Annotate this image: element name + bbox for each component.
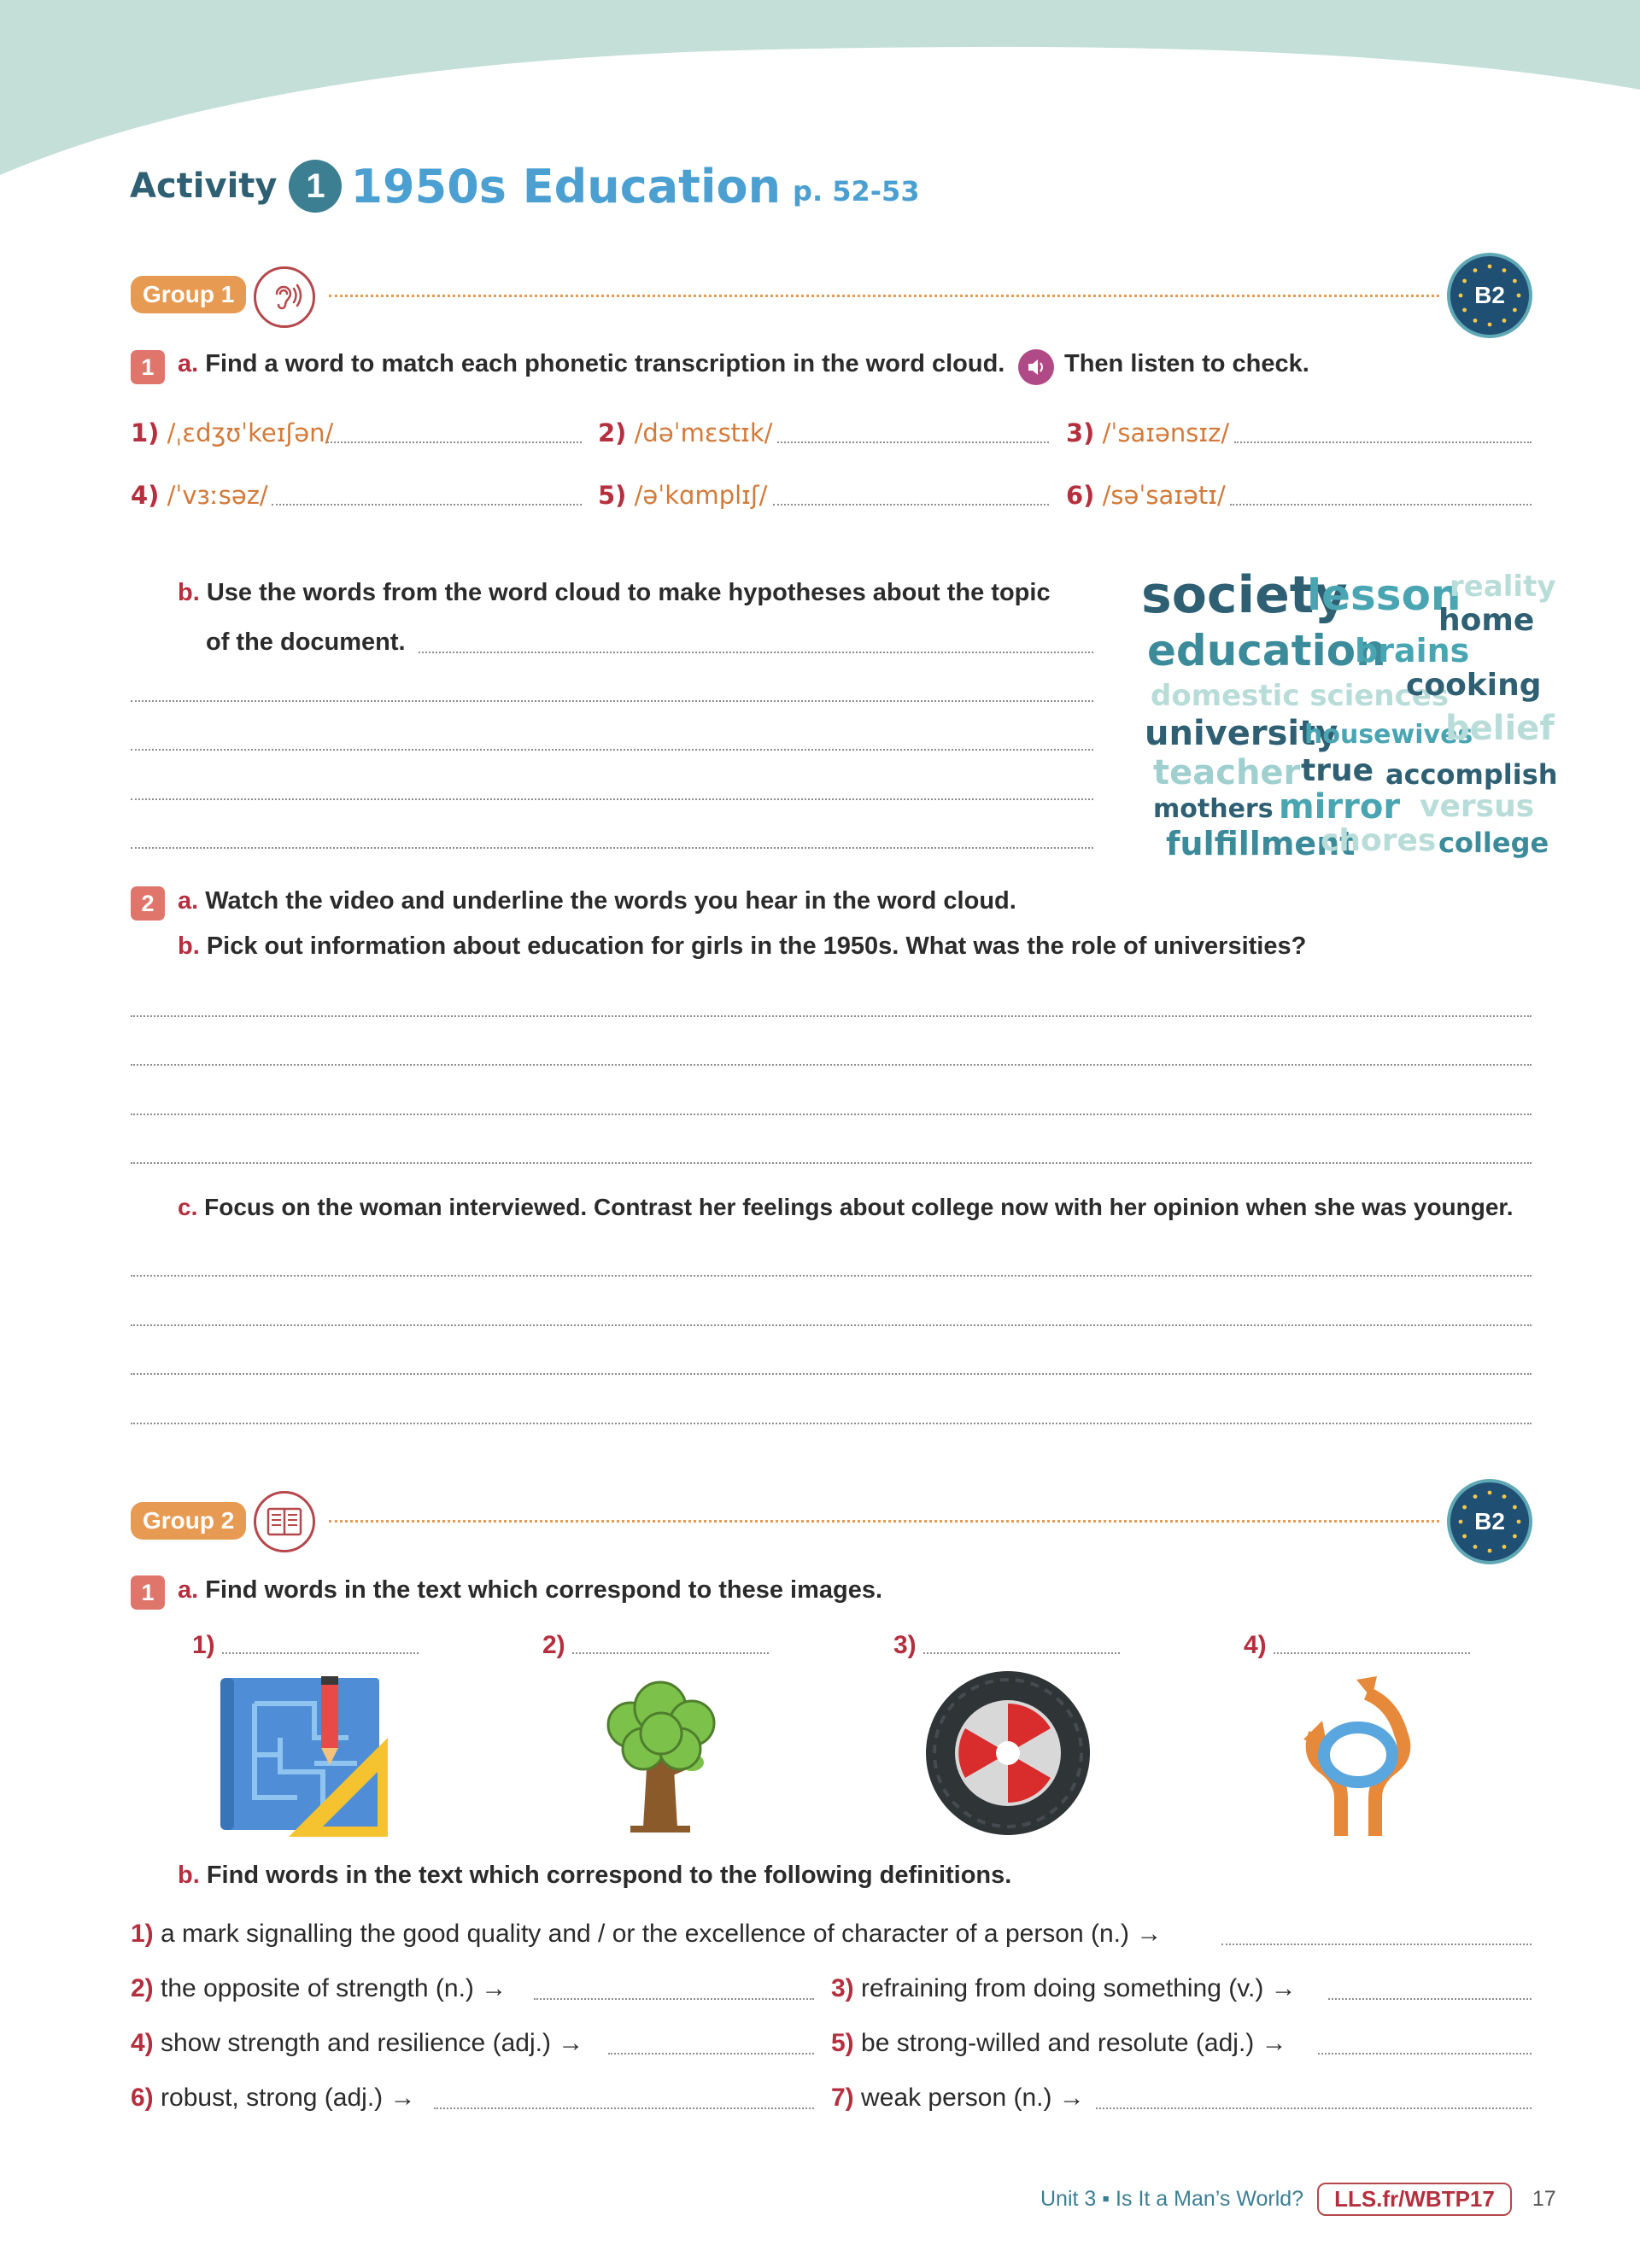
ipa-text: /ˈvɜːsəz/ [167,481,268,510]
activity-title [130,152,920,220]
level-b2-badge-group-1 [1447,253,1532,338]
group-2-badge: Group 2 [131,1502,246,1540]
answer-line-1b-1[interactable] [131,700,1093,702]
unit-label: Unit 3 ▪ Is It a Man’s World? [1040,2186,1304,2211]
image-number-3: 3) [893,1631,917,1659]
answer-line-2c-2[interactable] [131,1324,1532,1326]
word-cloud-word: accomplish [1385,758,1558,791]
word-cloud-word: society [1141,565,1348,625]
page-number: 17 [1532,2186,1556,2211]
question-letter: a. [178,887,199,915]
question-text: Watch the video and underline the words you hear in the word cloud. [205,887,1016,915]
definition-2 [131,1974,507,2003]
item-number: 5) [831,2029,854,2057]
question-1a-listen: Then listen to check. [1064,350,1309,377]
item-number: 3) [1066,418,1095,447]
question-1b [178,579,1051,607]
image-answer-line-2[interactable] [572,1652,769,1654]
answer-line-6[interactable] [1230,504,1532,506]
phonetic-item-2 [598,418,772,447]
definition-1 [131,1920,1162,1949]
resource-link[interactable]: LLS.fr/WBTP17 [1317,2183,1512,2216]
word-cloud-word: housewives [1304,720,1473,750]
answer-line-2c-1[interactable] [131,1275,1532,1277]
question-2c [178,1194,1514,1221]
word-cloud-word: home [1438,603,1535,638]
answer-line-2b-3[interactable] [131,1114,1532,1115]
wheel-icon [924,1669,1092,1837]
definition-answer-line-7[interactable] [1096,2107,1532,2109]
word-cloud-word: fulfillment [1166,825,1356,862]
question-text: Pick out information about education for girls in the 1950s. What was the role of universities? [206,932,1307,960]
question-letter: b. [178,932,200,960]
image-answer-line-1[interactable] [222,1652,419,1654]
item-number: 4) [131,2029,154,2057]
question-text: Find a word to match each phonetic transcription in the word cloud. [205,350,1005,377]
level-label: B2 [1474,1508,1505,1534]
word-cloud-word: true [1301,753,1374,788]
word-cloud-word: mothers [1153,794,1274,824]
question-2b [178,932,1306,961]
definition-3 [831,1974,1297,2003]
image-number-4: 4) [1244,1631,1267,1659]
word-cloud-word: mirror [1279,787,1401,827]
question-letter: b. [178,579,200,606]
question-1b-continued: of the document. [206,628,406,656]
word-cloud-word: reality [1450,570,1556,604]
definition-answer-line-2[interactable] [534,1998,814,2000]
answer-line-1b-3[interactable] [131,798,1093,800]
answer-line-2b-1[interactable] [131,1015,1532,1017]
definition-answer-line-5[interactable] [1318,2053,1532,2055]
definition-5 [831,2029,1287,2058]
blueprint-icon [220,1669,391,1840]
tree-icon [596,1674,724,1836]
activity-label: Activity [130,167,278,206]
definition-text: show strength and resilience (adj.) → [161,2029,584,2057]
answer-line-2c-3[interactable] [131,1373,1532,1375]
activity-number: 1 [289,160,342,213]
question-1-number: 1 [131,350,165,384]
word-cloud-word: cooking [1406,668,1542,703]
ipa-text: /dəˈmɛstɪk/ [634,418,773,447]
listening-ear-icon [254,266,315,328]
item-number: 7) [831,2084,854,2112]
word-cloud-word: teacher [1153,753,1301,792]
word-cloud-word: brains [1355,632,1470,669]
reading-book-icon [254,1491,315,1552]
item-number: 2) [598,418,627,447]
word-cloud-word: chores [1321,823,1437,858]
question-letter: b. [178,1862,200,1889]
answer-line-5[interactable] [773,504,1049,506]
level-label: B2 [1474,282,1505,308]
question-text: Focus on the woman interviewed. Contrast her feelings about college now with her opinion when she was younger. [204,1194,1514,1220]
phonetic-item-5 [598,481,767,510]
ipa-text: /ˈsaɪənsɪz/ [1102,418,1230,447]
ipa-text: /əˈkɑmplɪʃ/ [634,481,768,510]
answer-line-1[interactable] [327,441,582,443]
phonetic-item-6 [1066,481,1226,510]
definition-text: be strong-willed and resolute (adj.) → [861,2029,1287,2057]
image-number-2: 2) [542,1631,565,1659]
image-answer-line-4[interactable] [1274,1652,1470,1654]
item-number: 5) [598,481,627,510]
definition-6 [131,2084,415,2113]
question-letter: a. [178,1576,199,1604]
definition-text: weak person (n.) → [861,2084,1085,2112]
page-footer [1040,2182,1556,2216]
answer-line-1b-2[interactable] [131,749,1093,751]
page-title: 1950s Education [350,159,782,213]
definition-answer-line-3[interactable] [1328,1998,1532,2000]
phonetic-item-4 [131,481,268,510]
item-number: 6) [131,2084,154,2112]
group-2-question-1a [178,1576,882,1605]
ipa-text: /səˈsaɪətɪ/ [1102,481,1226,510]
definition-answer-line-4[interactable] [608,2053,814,2055]
definition-text: refraining from doing something (v.) → [861,1974,1297,2002]
image-answer-line-3[interactable] [923,1652,1120,1654]
definition-answer-line-6[interactable] [434,2107,814,2109]
group-1-badge: Group 1 [131,276,246,313]
page-reference: p. 52-53 [793,175,920,208]
question-2-number: 2 [131,886,165,921]
answer-line-2b-4[interactable] [131,1162,1532,1164]
question-text: Find words in the text which correspond to the following definitions. [206,1862,1012,1889]
item-number: 1) [131,418,160,447]
item-number: 4) [131,481,160,510]
word-cloud-word: versus [1420,789,1535,824]
item-number: 2) [131,1974,154,2002]
answer-line-3[interactable] [1234,441,1532,443]
item-number: 6) [1066,481,1095,510]
definition-text: the opposite of strength (n.) → [161,1974,507,2002]
word-cloud-word: education [1147,626,1386,675]
question-1a [178,350,1004,378]
question-letter: a. [178,350,199,377]
answer-line-1b-0[interactable] [419,652,1093,653]
path-arrows-icon [1298,1669,1418,1840]
question-2a [178,887,1016,915]
group-1-divider [329,295,1439,297]
group-2-question-1-number: 1 [131,1575,165,1610]
image-number-1: 1) [192,1631,215,1659]
word-cloud-word: college [1438,827,1549,859]
group-2-divider [329,1520,1439,1523]
answer-line-2b-2[interactable] [131,1064,1532,1066]
ipa-text: /ˌɛdʒʊˈkeɪʃən/ [167,418,334,447]
definition-4 [131,2029,583,2058]
word-cloud-word: belief [1445,709,1555,748]
definition-7 [831,2084,1085,2113]
question-text: Use the words from the word cloud to make hypotheses about the topic [206,579,1051,606]
question-text: Find words in the text which correspond to these images. [205,1576,883,1604]
answer-line-4[interactable] [272,504,582,506]
word-cloud-word: lesson [1307,570,1461,620]
item-number: 3) [831,1974,854,2002]
phonetic-item-3 [1066,418,1229,447]
definition-text: a mark signalling the good quality and / or the excellence of character of a person (n.) → [161,1920,1163,1948]
answer-line-2[interactable] [777,441,1049,443]
word-cloud-word: domestic sciences [1151,679,1450,713]
answer-line-2c-4[interactable] [131,1423,1532,1424]
audio-play-icon[interactable] [1018,349,1054,385]
answer-line-1b-4[interactable] [131,847,1093,849]
definition-text: robust, strong (adj.) → [161,2084,416,2112]
question-letter: c. [178,1194,198,1220]
phonetic-item-1 [131,418,333,447]
item-number: 1) [131,1920,154,1948]
word-cloud-word: university [1145,714,1338,753]
level-b2-badge-group-2 [1447,1479,1532,1564]
group-2-question-1b [178,1862,1011,1890]
definition-answer-line-1[interactable] [1221,1944,1532,1945]
